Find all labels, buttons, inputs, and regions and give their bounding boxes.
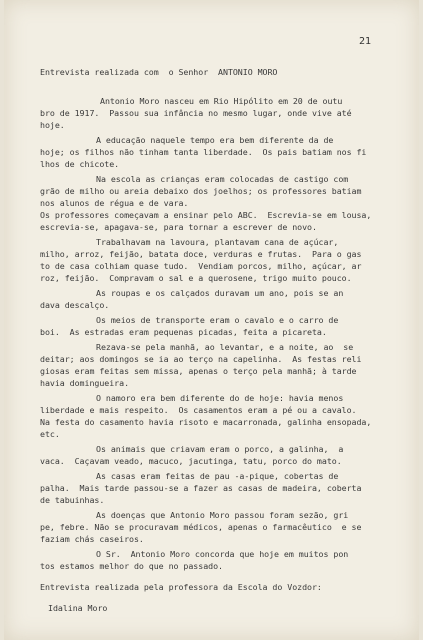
body-line: escrevia-se, apagava-se, para tornar a escrever de novo. (40, 222, 317, 232)
body-line: Rezava-se pela manhã, ao levantar, e a noite, ao se (96, 342, 354, 352)
body-line: A educação naquele tempo era bem diferente da de (96, 135, 334, 145)
body-line: O Sr. Antonio Moro concorda que hoje em muitos pon (96, 549, 349, 559)
body-line: dava descalço. (40, 300, 110, 310)
body-line: deitar; aos domingos se ia ao terço na capelinha. As festas reli (40, 354, 362, 364)
body-line: boi. As estradas eram pequenas picadas, feita a picareta. (40, 327, 327, 337)
body-line: As roupas e os calçados duravam um ano, pois se an (96, 288, 344, 298)
body-line: tos estamos melhor do que no passado. (40, 561, 223, 571)
body-line: milho, arroz, feijão, batata doce, verduras e frutas. Para o gas (40, 249, 362, 259)
body-line: Antonio Moro nasceu em Rio Hipólito em 20 de outu (100, 96, 343, 106)
body-line: liberdade e mais respeito. Os casamentos eram a pé ou a cavalo. (40, 405, 357, 415)
body-line: bro de 1917. Passou sua infância no mesmo lugar, onde vive até (40, 108, 352, 118)
body-line: O namoro era bem diferente do de hoje: havia menos (96, 393, 344, 403)
body-line: Na escola as crianças eram colocadas de castigo com (96, 174, 349, 184)
interview-heading: Entrevista realizada com o Senhor ANTONIO MORO (40, 67, 278, 77)
body-line: giosas eram feitas sem missa, apenas o terço pela manhã; à tarde (40, 366, 357, 376)
body-line: to de casa colhiam quase tudo. Vendiam porcos, milho, açúcar, ar (40, 261, 362, 271)
body-line: grão de milho ou areia debaixo dos joelhos; os professores batiam (40, 186, 362, 196)
body-line: pe, febre. Não se procuravam médicos, apenas o farmacêutico e se (40, 522, 362, 532)
body-line: Na festa do casamento havia risoto e macarronada, galinha ensopada, (40, 417, 372, 427)
body-line: Os meios de transporte eram o cavalo e o carro de (96, 315, 339, 325)
document-page (4, 0, 419, 640)
body-line: hoje. (40, 120, 65, 130)
body-line: nos alunos de régua e de vara. (40, 198, 189, 208)
body-line: etc. (40, 429, 60, 439)
interviewer-name: Idalina Moro (48, 603, 108, 613)
body-line: hoje; os filhos não tinham tanta liberdade. Os pais batiam nos fi (40, 147, 367, 157)
page-number: 21 (359, 36, 372, 47)
body-line: Os professores começavam a ensinar pelo ABC. Escrevia-se em lousa, (40, 210, 372, 220)
body-line: Os animais que criavam eram o porco, a galinha, a (96, 444, 344, 454)
body-line: havia domingueira. (40, 378, 130, 388)
body-line: palha. Mais tarde passou-se a fazer as casas de madeira, coberta (40, 483, 362, 493)
body-line: roz, feijão. Compravam o sal e a querosene, trigo muito pouco. (40, 273, 352, 283)
body-line: faziam chás caseiros. (40, 534, 144, 544)
interviewer-credit: Entrevista realizada pela professora da Escola do Vozdor: (40, 582, 322, 592)
body-line: As casas eram feitas de pau -a-pique, cobertas de (96, 471, 339, 481)
body-line: lhos de chicote. (40, 159, 120, 169)
body-line: de tabuinhas. (40, 495, 105, 505)
body-line: vaca. Caçavam veado, macuco, jacutinga, tatu, porco do mato. (40, 456, 342, 466)
body-line: Trabalhavam na lavoura, plantavam cana de açúcar, (96, 237, 339, 247)
body-line: As doenças que Antonio Moro passou foram sezão, gri (96, 510, 349, 520)
